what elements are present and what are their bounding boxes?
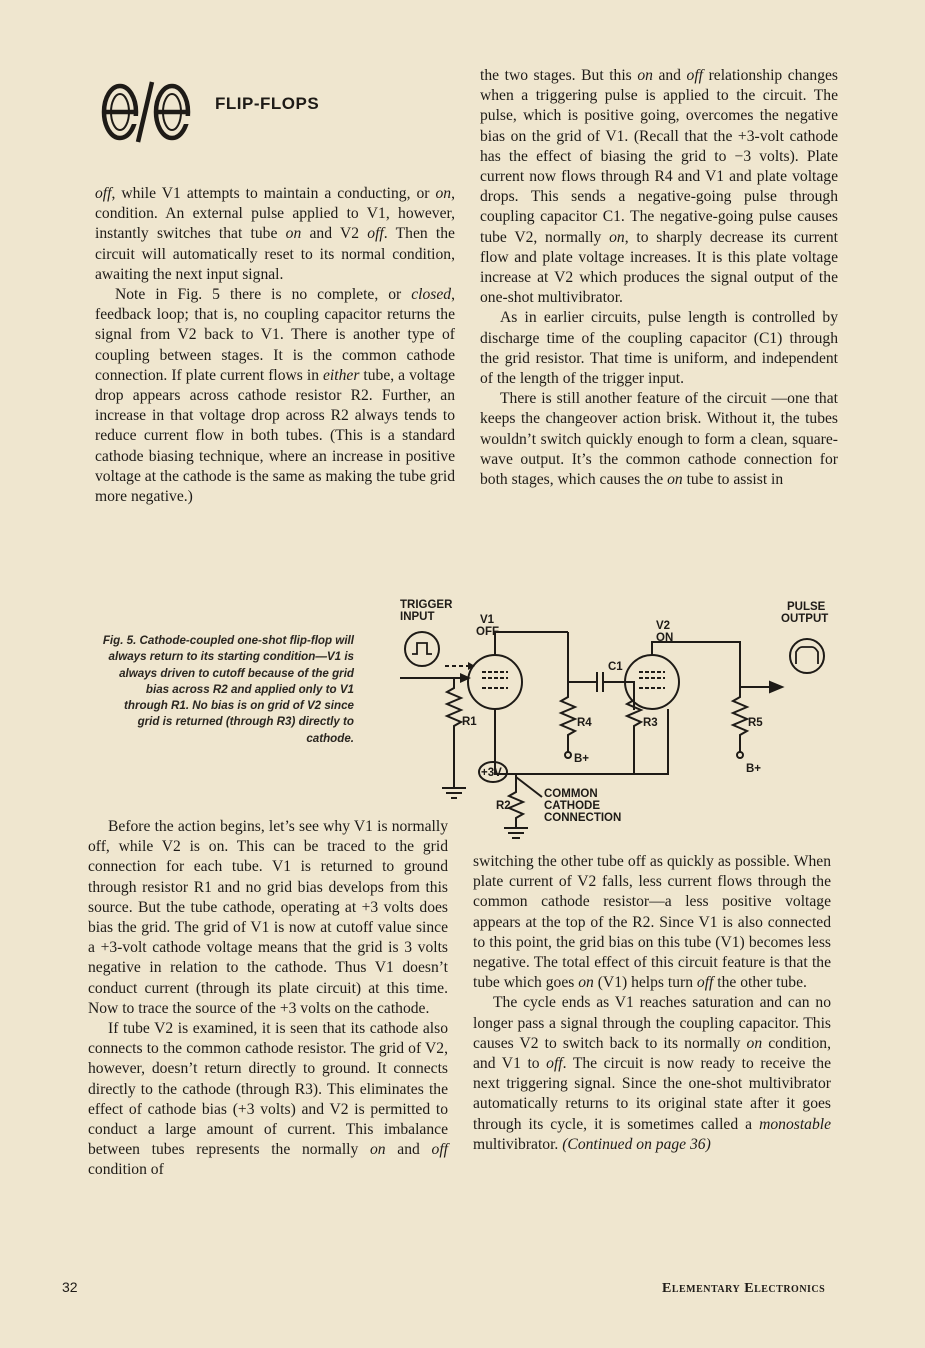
common-label-2: CATHODE [544, 800, 601, 812]
common-label-3: CONNECTION [544, 812, 622, 824]
paragraph: The cycle ends as V1 reaches saturation and can no longer pass a signal through the coupling capacitor. This causes V2 to switch back to its normally on condition, and V1 to off. The circuit is now ready to receive the next triggering signal. Since the one-shot multivibrator automatically returns to its original state after it goes through its cycle, it is sometimes called a monostable multivibrator. (Continued on page 36) [473, 994, 832, 1153]
r2-label: R2 [496, 800, 511, 812]
paragraph: As in earlier circuits, pulse length is controlled by discharge time of the coupling capacitor (C1) through the grid resistor. That time is uniform, and independent of the length of the trigger input. [480, 309, 838, 388]
magazine-title: Elementary Electronics [662, 1281, 826, 1296]
pulse-label-1: PULSE [787, 601, 826, 613]
pulse-label-2: OUTPUT [781, 613, 829, 625]
r1-label: R1 [462, 716, 477, 728]
right-column-top [480, 66, 838, 490]
r3-label: R3 [643, 717, 658, 729]
v1-state-label: OFF [476, 626, 499, 638]
circuit-schematic [350, 592, 850, 852]
v1-label: V1 [480, 614, 495, 626]
plus3v-label: +3V [481, 767, 502, 779]
common-label-1: COMMON [544, 788, 598, 800]
paragraph: There is still another feature of the circuit —one that keeps the changeover action brisk. Without it, the tubes wouldn’t switch quickly enough to form a clean, square-wave output. It’s the common cathode connection for both stages, which causes the on tube to assist in [480, 390, 838, 489]
trigger-label-2: INPUT [400, 611, 435, 623]
paragraph: off, while V1 attempts to maintain a conducting, or on, condition. An external pulse applied to V1, however, instantly switches that tube on and V2 off. Then the circuit will automatically reset to its normal condition, awaiting the next input signal. [95, 185, 455, 283]
v2-label: V2 [656, 620, 671, 632]
paragraph: the two stages. But this on and off relationship changes when a triggering pulse is applied to the circuit. The pulse, which is positive going, overcomes the negative bias on the grid of V1. (Recall that the +3-volt cathode has the effect of biasing the grid to −3 volts). Plate current now flows through R4 and V1 and plate voltage drops. This sends a negative-going pulse through coupling capacitor C1. The negative-going pulse causes tube V2, normally on, to sharply decrease its current flow and plate voltage increases. It is this plate voltage increase at V2 which produces the signal output of the one-shot multivibrator. [480, 67, 838, 307]
page-number: 32 [62, 1279, 78, 1295]
right-column-bottom [473, 852, 831, 1155]
v2-state-label: ON [656, 632, 674, 644]
r5-label: R5 [748, 717, 763, 729]
e-e-logo-icon [100, 76, 210, 146]
bplus-label-1: B+ [574, 753, 590, 765]
paragraph: Note in Fig. 5 there is no complete, or closed, feedback loop; that is, no coupling capacitor returns the signal from V2 back to V1. There is another type of coupling between stages. It is the common cathode connection. If plate current flows in either tube, a voltage drop appears across cathode resistor R2. Further, an increase in that voltage drop across R2 always tends to reduce current flow in both tubes. (This is a standard cathode biasing technique, where an increase in positive voltage at the cathode is the same as making the tube grid more negative.) [95, 286, 455, 506]
paragraph: If tube V2 is examined, it is seen that its cathode also connects to the common cathode resistor. The grid of V2, however, doesn’t return directly to ground. It connects directly to the cathode (through R3). This eliminates the effect of cathode bias (+3 volts) and V2 is permitted to conduct a large amount of current. This imbalance between tubes represents the normally on and off condition of [88, 1020, 449, 1179]
page-title: FLIP-FLOPS [215, 94, 320, 113]
figure-caption: Fig. 5. Cathode-coupled one-shot flip-flop will always return to its starting condition—V1 is always driven to cutoff because of the grid bias across R2 and applied only to V1 through R1. No bias is on grid of V2 since grid is returned (through R3) directly to cathode. [102, 634, 354, 745]
left-column-bottom [88, 817, 448, 1181]
paragraph: Before the action begins, let’s see why V1 is normally off, while V2 is on. This can be traced to the grid connection for each tube. V1 is returned to ground through resistor R1 and no grid bias develops from this source. But the tube cathode, operating at +3 volts does bias the grid. The grid of V1 is now at cutoff value since a +3-volt cathode voltage means that the grid is 3 volts negative in relation to the cathode. Thus V1 doesn’t conduct current (through its plate circuit) at this time. Now to trace the source of the +3 volts on the cathode. [88, 818, 448, 1017]
c1-label: C1 [608, 661, 623, 673]
paragraph: switching the other tube off as quickly as possible. When plate current of V2 falls, less current flows through the common cathode resistor—a less positive voltage appears at the top of the R2. Since V1 is also connected to this point, the grid bias on this tube (V1) becomes less negative. The total effect of this circuit feature is that the tube which goes on (V1) helps turn off the other tube. [473, 853, 831, 992]
r4-label: R4 [577, 717, 592, 729]
bplus-label-2: B+ [746, 763, 762, 775]
left-column-top [95, 184, 455, 507]
trigger-label-1: TRIGGER [400, 599, 453, 611]
